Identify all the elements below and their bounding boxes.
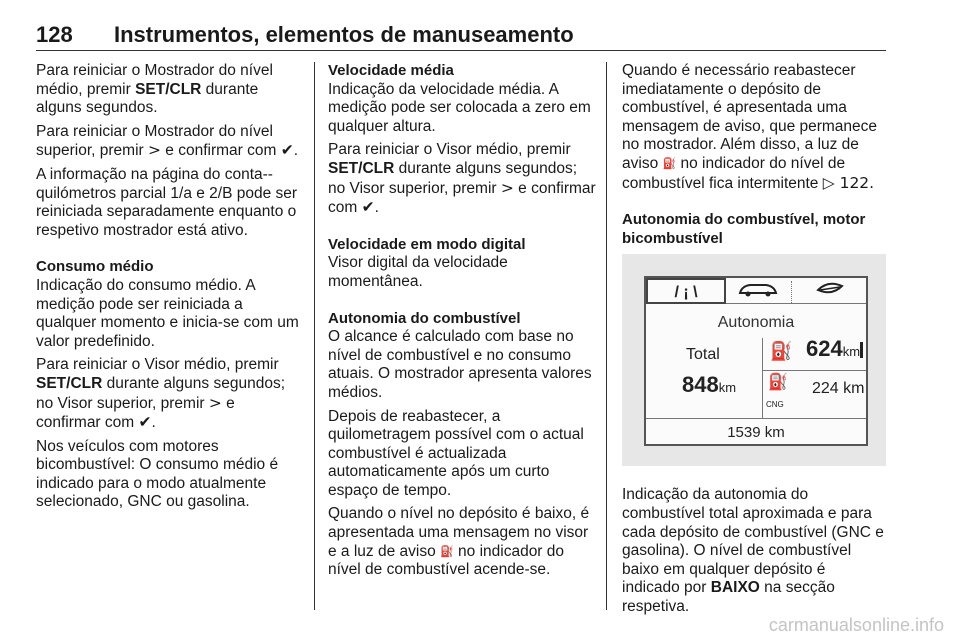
paragraph: Indicação da velocidade média. A medição pode ser colocada a zero em qualquer altura. [328, 80, 591, 135]
tab-underline [726, 303, 866, 304]
display-title: Autonomia [717, 314, 795, 332]
column-divider [606, 62, 607, 610]
paragraph: Para reiniciar o Visor médio, premir SET/CLR durante alguns segundos; no Visor superior, premir > e confirmar com ✔. [328, 141, 596, 217]
paragraph: Depois de reabastecer, a quilometragem possível com o actual combustível é actualizada automaticamente após um curto espaço de tempo. [328, 407, 584, 499]
section-heading: Velocidade em modo digital [328, 235, 526, 253]
paragraph: A informação na página do conta--quilómetros parcial 1/a e 2/B pode ser reiniciada separadamente enquanto o respetivo mostrador está ativo. [36, 165, 298, 239]
sum-range: 1539 km [727, 424, 785, 442]
next-symbol: > [208, 393, 222, 412]
check-icon: ✔ [361, 198, 375, 217]
paragraph: Visor digital da velocidade momentânea. [328, 254, 508, 290]
fuel-pump-icon: ⛽ [770, 341, 793, 362]
display-divider [762, 338, 763, 418]
section-heading: Autonomia do combustível [328, 309, 521, 327]
fuel-pump-icon: ⛽ [662, 156, 677, 170]
total-label: Total [686, 346, 720, 364]
check-icon: ✔ [280, 141, 294, 160]
cng-label: CNG [766, 400, 784, 410]
column-middle [328, 62, 596, 585]
section-heading: Velocidade média [328, 62, 454, 79]
watermark: carmanualsonline.info [768, 615, 944, 635]
paragraph: O alcance é calculado com base no nível de combustível e no consumo atuais. O mostrador apresenta valores médios. [328, 328, 592, 401]
paragraph: Para reiniciar o Visor médio, premir SET/CLR durante alguns segundos; no Visor superior, premir > e confirmar com ✔. [36, 356, 286, 432]
paragraph: Para reiniciar o Mostrador do nível superior, premir > e confirmar com ✔. [36, 122, 299, 160]
column-right [622, 62, 886, 622]
section-heading: Autonomia do combustível, motor bicombustível [622, 211, 866, 247]
display-screen [644, 276, 868, 446]
page-header [36, 20, 886, 52]
tab-separator [791, 281, 792, 303]
check-icon: ✔ [138, 413, 152, 432]
display-divider [762, 370, 866, 371]
page-reference: ▷ 122. [822, 173, 875, 192]
paragraph: Nos veículos com motores bicombustível: O consumo médio é indicado para o modo atualmente selecionado, GNC ou gasolina. [36, 437, 279, 511]
level-marker [860, 342, 863, 358]
header-rule [36, 50, 886, 51]
display-divider [646, 418, 866, 419]
paragraph: Indicação da autonomia do combustível total aproximada e para cada depósito de combustível (GNC e gasolina). O nível de combustível baixo em qualquer depósito é indicado por BAIXO na secção respetiva. [622, 486, 884, 615]
next-symbol: > [500, 178, 514, 197]
column-divider [314, 62, 315, 610]
car-icon [728, 278, 788, 304]
eco-leaf-icon [794, 278, 866, 304]
page-number: 128 [36, 22, 73, 47]
tab-trip-info: / ¡ \ [646, 278, 726, 304]
paragraph: Para reiniciar o Mostrador do nível médio, premir SET/CLR durante alguns segundos. [36, 62, 273, 117]
total-range: 848km [682, 372, 737, 398]
chapter-title: Instrumentos, elementos de manuseamento [114, 22, 574, 47]
fuel-pump-icon: ⛽ [440, 544, 454, 558]
paragraph: Quando é necessário reabastecer imediatamente o depósito de combustível, é apresentada uma mensagem de aviso, que permanece no mostrador. Além disso, a luz de aviso ⛽ no indicador do nível de combustível fica intermitente ▷ 122. [622, 62, 878, 192]
next-symbol: > [147, 141, 161, 160]
cng-range: 224 km [812, 380, 865, 398]
column-left [36, 62, 300, 517]
fuel-pump-icon: ⛽ [768, 374, 788, 392]
range-display-illustration [622, 254, 886, 466]
paragraph: Indicação do consumo médio. A medição pode ser reiniciada a qualquer momento e inicia-se com um valor predefinido. [36, 276, 299, 350]
section-heading: Consumo médio [36, 258, 154, 276]
paragraph: Quando o nível no depósito é baixo, é apresentada uma mensagem no visor e a luz de aviso ⛽ no indicador do nível de combustível acende-se. [328, 505, 590, 579]
petrol-range: 624km [806, 336, 861, 362]
